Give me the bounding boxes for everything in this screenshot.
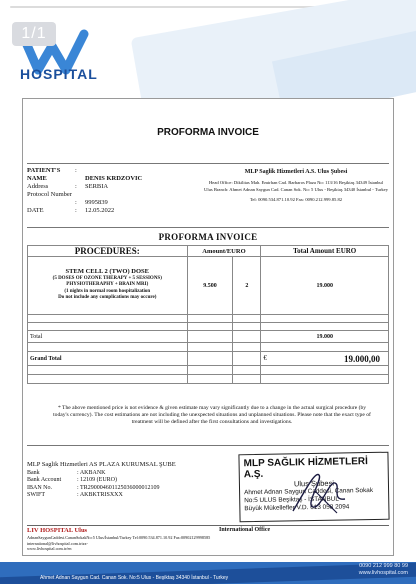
- patient-protocol-label: Protocol Number: [27, 191, 72, 198]
- bank-row: Bank : AKBANK: [27, 469, 106, 476]
- footer-address: AdnanSaygunCaddesi.CananSokakNo:5 Ulus/İstanbul/Turkey Tel:0090.534.871.10.92 Fax:00902129998585 international@livhospital.com.trizz-: [27, 535, 211, 546]
- patient-address-label: Address: [27, 183, 49, 190]
- footer-web: www.livhospital.com.tr/en: [27, 546, 72, 551]
- table-row: [28, 343, 389, 352]
- footer-brand: LIV HOSPITAL Ulus: [27, 527, 88, 534]
- divider: [27, 163, 389, 164]
- table-row: [28, 375, 389, 384]
- table-title: PROFORMA INVOICE: [158, 232, 258, 242]
- invoice-table: [27, 245, 389, 384]
- header-total: Total Amount EURO: [261, 246, 389, 257]
- bottom-band-address: Ahmet Adnan Saygun Cad. Canan Sok. No:5 Ulus - Beşiktaş 34340 İstanbul - Turkey: [40, 575, 229, 581]
- signature-icon: [285, 461, 355, 521]
- grand-total-currency: €: [263, 353, 267, 362]
- patient-address-value: SERBIA: [85, 183, 109, 190]
- document-title: PROFORMA INVOICE: [157, 127, 259, 138]
- bottom-band-web: www.livhospital.com: [358, 570, 408, 576]
- total-label: Total: [28, 331, 188, 343]
- company-contact: Tel: 0090.534.871.10.92 Fax: 0090.212.999.85.82: [249, 197, 343, 202]
- item-quantity: 2: [233, 257, 261, 315]
- hospital-logo-text: HOSPITAL: [20, 66, 98, 82]
- patient-address-row: Address : SERBIA: [27, 183, 207, 191]
- grand-total-value: 19.000,00: [344, 353, 380, 364]
- patient-date-value: 12.05.2022: [85, 207, 115, 214]
- item-total: 19.000: [261, 257, 389, 315]
- bottom-band-contact: [359, 563, 408, 577]
- divider: [27, 227, 389, 228]
- company-stamp: MLP SAĞLIK HİZMETLERİ A.Ş. Ulus Şubesi Ahmet Adnan Saygun Caddesi, Canan Sokak No:5 ULUS Beşiktaş - İSTANBUL Büyük Mükellefler V.D. 613 058 2094: [238, 452, 389, 523]
- grand-total-cell: [261, 352, 389, 366]
- disclaimer-note: * The above mentioned price is not evidence & given estimate may vary significantly due to a change in the actual surgical procedure (by today's currency). The cost estimations are not including the unexpected situations and unplanned situations. Please note that the exact type of treatment will be defined after the first consultations and investigations.: [53, 405, 371, 425]
- company-info: [201, 169, 391, 203]
- bank-row: SWIFT : AKBKTRISXXX: [27, 492, 123, 498]
- footer-office: International Office: [219, 527, 271, 533]
- patient-name-value: DENIS KRDZOVIC: [85, 175, 143, 182]
- header-amount: Amount/EURO: [187, 246, 261, 257]
- company-name: MLP Saglik Hizmetleri A.S. Ulus Şubesi: [244, 169, 348, 175]
- patient-info: [27, 167, 207, 215]
- page-counter[interactable]: 1/1: [12, 22, 56, 46]
- invoice-document: [22, 98, 394, 556]
- table-row: [28, 315, 389, 323]
- total-value: 19.000: [261, 331, 389, 343]
- item-amount: 9.500: [187, 257, 233, 315]
- company-branch: Ulus Branch: Ahmet Adnan Saygun Cad. Canan Sok. No: 5 Ulus - Beşiktaş 34340 İstanbul - Turkey: [204, 187, 388, 192]
- table-header-row: [28, 246, 389, 257]
- company-head-office: Head Office: Dikilitas Mah. Emirhan Cad. Barbaros Plaza No: 113/16 Beşiktaş 34349 İstanbul: [208, 180, 384, 185]
- divider: [27, 445, 389, 446]
- table-row: [28, 366, 389, 375]
- bank-title: MLP Saglik Hizmetleri AS PLAZA KURUMSAL ŞUBE: [27, 461, 176, 468]
- patient-name-row: PATIENT'S NAME : DENIS KRDZOVIC: [27, 167, 207, 183]
- patient-protocol-value: 9995839: [85, 199, 108, 206]
- item-description: STEM CELL 2 (TWO) DOSE (5 DOSES OF OZONE THERAPY + 5 SESSIONS) PHYSIOTHERAPHY + BRAIN MRI) (1 nights in normal room hospitalization Do not include any complications may occure): [28, 257, 188, 315]
- bottom-band-phone: 0090 212 999 80 99: [359, 563, 408, 569]
- patient-protocol-row: Protocol Number : 9995839: [27, 191, 207, 207]
- grand-total-label: Grand Total: [28, 352, 188, 366]
- total-row: [28, 331, 389, 343]
- bank-row: IBAN No. : TR290004601125036000012109: [27, 484, 160, 491]
- patient-date-row: DATE : 12.05.2022: [27, 207, 207, 215]
- patient-date-label: DATE: [27, 207, 44, 214]
- footer-divider: [27, 525, 389, 526]
- grand-total-row: [28, 352, 389, 366]
- bank-row: Bank Account : 12109 (EURO): [27, 477, 117, 483]
- table-row: [28, 257, 389, 315]
- header-procedures: PROCEDURES:: [28, 246, 188, 257]
- table-row: [28, 323, 389, 331]
- patient-name-label: PATIENT'S NAME: [27, 167, 61, 182]
- bank-details: [27, 461, 237, 500]
